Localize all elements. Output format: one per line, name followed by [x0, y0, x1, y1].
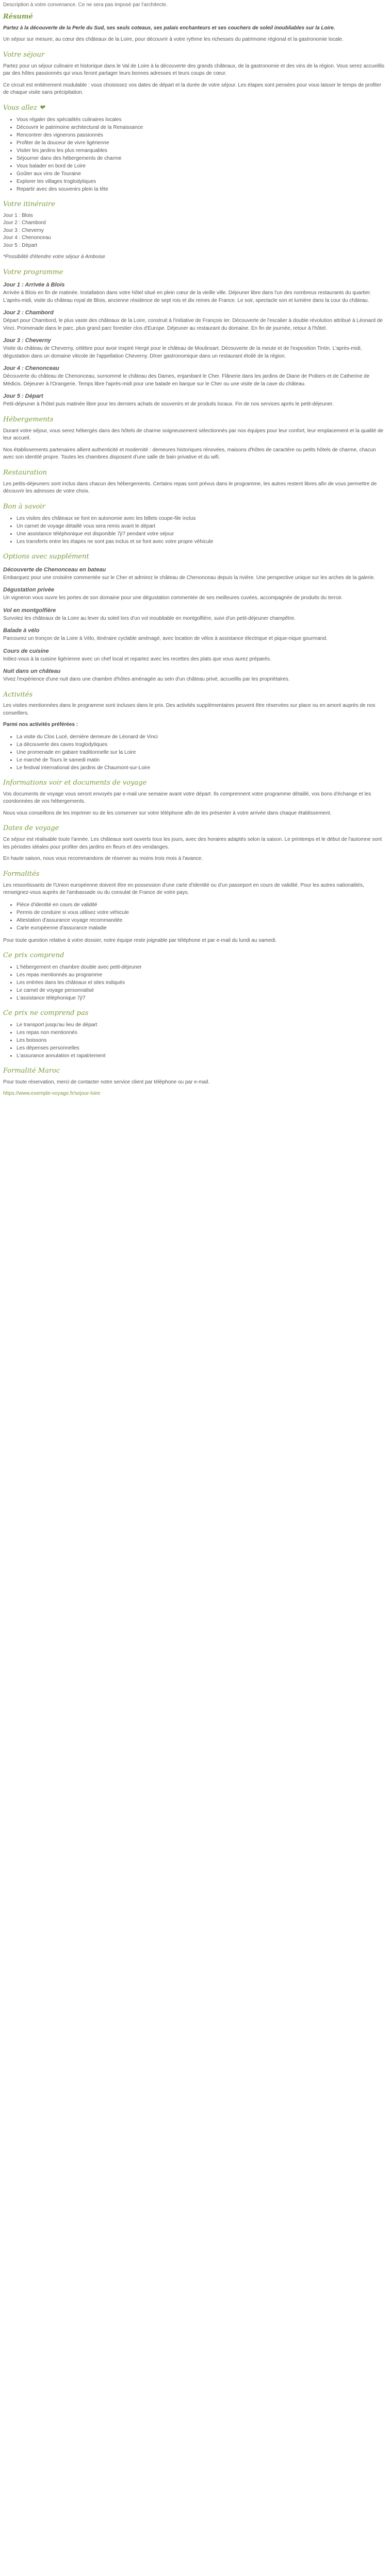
infos-p2: Nous vous conseillons de les imprimer ou de les conserver sur votre téléphone afin de les présenter à votre arrivée dans chaque établissement. — [3, 810, 332, 816]
infos-p1: Vos documents de voyage vous seront envoyés par e-mail une semaine avant votre départ. Ils comprennent votre programme détaillé, vos bons d'échange et les coordonnées de vos hébergements. — [3, 791, 371, 805]
votre-sejour-p2: Ce circuit est entièrement modulable : vous choisissez vos dates de départ et la durée de votre séjour. Les étapes sont pensées pour vous laisser le temps de profiter de chaque visite sans précipitation. — [3, 82, 382, 96]
votre-sejour-title: Votre séjour — [3, 50, 45, 59]
summary-text: Un séjour sur mesure, au cœur des châteaux de la Loire, pour découvrir à votre rythme les richesses du patrimoine régional et la gastronomie locale. — [3, 37, 344, 43]
list-item: • Carte européenne d'assurance maladie — [17, 924, 388, 932]
itineraire-day: Jour 5 : Départ — [3, 242, 38, 248]
list-item: • Séjourner dans des hébergements de charme — [17, 155, 388, 162]
bon-a-savoir-list — [3, 515, 388, 546]
option-heading: Découverte de Chenonceau en bateau — [3, 566, 106, 573]
vous-allez-list — [3, 116, 388, 193]
list-item: • Goûter aux vins de Touraine — [17, 170, 388, 178]
list-item: • Le marché de Tours le samedi matin — [17, 756, 388, 764]
list-item: • Rencontrer des vignerons passionnés — [17, 131, 388, 139]
activites-list-head: Parmi nos activités préférées : — [3, 722, 78, 728]
option-text: Embarquez pour une croisière commentée sur le Cher et admirez le château de Chenonceau depuis la rivière. Une perspective unique sur les arches de la galerie. — [3, 574, 375, 581]
hebergements-p2: Nos établissements partenaires allient authenticité et modernité : demeures historiques rénovées, maisons d'hôtes de caractère ou petits hôtels de charme, chacun avec son identité propre. Toutes les chambres disposent d'une salle de bain privative et du wifi. — [3, 447, 376, 461]
summary-title: Résumé — [3, 13, 33, 21]
list-item: • Le carnet de voyage personnalisé — [17, 987, 388, 994]
restauration-title: Restauration — [3, 468, 47, 477]
option-heading: Balade à vélo — [3, 628, 40, 634]
formalites-list — [3, 901, 388, 932]
list-item: • Pièce d'identité en cours de validité — [17, 901, 388, 909]
options-title: Options avec supplément — [3, 552, 89, 561]
programme-day-heading: Jour 2 : Chambord — [3, 310, 54, 316]
option-heading: Cours de cuisine — [3, 648, 49, 654]
programme-day-text: Petit-déjeuner à l'hôtel puis matinée libre pour les derniers achats de souvenirs et de produits locaux. Fin de nos services après le petit-déjeuner. — [3, 401, 334, 408]
formalites-p2: Pour toute question relative à votre dossier, notre équipe reste joignable par téléphone et par e-mail du lundi au samedi. — [3, 937, 277, 943]
prix-ne-comprend-title: Ce prix ne comprend pas — [3, 1009, 89, 1017]
list-item: • Le festival international des jardins de Chaumont-sur-Loire — [17, 764, 388, 772]
hebergements-p1: Durant votre séjour, vous serez hébergés dans des hôtels de charme soigneusement sélectionnés par nos équipes pour leur confort, leur emplacement et la qualité de leur accueil. — [3, 428, 384, 442]
option-heading: Nuit dans un château — [3, 668, 61, 675]
option-text: Initiez-vous à la cuisine ligérienne avec un chef local et repartez avec les recettes des plats que vous aurez préparés. — [3, 656, 271, 662]
programme-day-heading: Jour 1 : Arrivée à Blois — [3, 282, 65, 289]
list-item: • Explorer les villages troglodytiques — [17, 178, 388, 185]
option-text: Parcourez un tronçon de la Loire à Vélo, itinéraire cyclable aménagé, avec location de vélos à assistance électrique et pique-nique gourmand. — [3, 636, 328, 642]
activites-p1: Les visites mentionnées dans le programme sont incluses dans le prix. Des activités supplémentaires peuvent être réservées sur place ou en amont auprès de nos conseillers. — [3, 703, 376, 716]
list-item: • Les repas mentionnés au programme — [17, 971, 388, 979]
option-text: Survolez les châteaux de la Loire au lever du soleil lors d'un vol inoubliable en montgolfière, suivi d'un petit-déjeuner champêtre. — [3, 615, 296, 621]
itineraire-note: *Possibilité d'étendre votre séjour à Amboise — [3, 254, 105, 260]
list-item: • La visite du Clos Lucé, dernière demeure de Léonard de Vinci — [17, 733, 388, 741]
list-item: • Vous régaler des spécialités culinaires locales — [17, 116, 388, 124]
programme-day-heading: Jour 5 : Départ — [3, 393, 43, 400]
list-item: • Une promenade en gabare traditionnelle sur la Loire — [17, 749, 388, 756]
activites-list — [3, 733, 388, 772]
formalites-p1: Les ressortissants de l'Union européenne doivent être en possession d'une carte d'identité ou d'un passeport en cours de validité. Pour les autres nationalités, renseignez-vous auprès de l'ambassade ou du consulat de France de votre pays. — [3, 882, 364, 896]
programme-title: Votre programme — [3, 268, 63, 276]
prix-comprend-list — [3, 963, 388, 1002]
restauration-p1: Les petits-déjeuners sont inclus dans chacun des hébergements. Certains repas sont prévus dans le programme, les autres restent libres afin de vous permettre de découvrir les adresses de votre choix. — [3, 481, 377, 495]
formalites-title: Formalités — [3, 870, 40, 878]
list-item: • L'assistance téléphonique 7j/7 — [17, 994, 388, 1002]
option-heading: Dégustation privée — [3, 587, 55, 594]
footer-link[interactable]: https://www.exemple-voyage.fr/sejour-loire — [3, 1091, 101, 1097]
summary-lead: Partez à la découverte de la Perle du Sud, ses seuls coteaux, ses palais enchanteurs et ses couchers de soleil inoubliables sur la Loire. — [3, 25, 335, 31]
dates-title: Dates de voyage — [3, 824, 59, 833]
list-item: • Vous balader en bord de Loire — [17, 162, 388, 170]
itineraire-day: Jour 4 : Chenonceau — [3, 235, 51, 241]
list-item: • Visiter les jardins les plus remarquables — [17, 147, 388, 155]
list-item: • Un carnet de voyage détaillé vous sera remis avant le départ — [17, 522, 388, 530]
votre-sejour-p1: Partez pour un séjour culinaire et historique dans le Val de Loire à la découverte des grands châteaux, de la gastronomie et des vins de la région. Vous serez accueillis par des hôtes passionnés qui vous feront partager leurs bonnes adresses et leurs coups de cœur. — [3, 63, 385, 77]
list-item: • Les transferts entre les étapes ne sont pas inclus et se font avec votre propre véhicule — [17, 538, 388, 546]
bon-a-savoir-title: Bon à savoir — [3, 502, 45, 511]
programme-day-text: Arrivée à Blois en fin de matinée. Installation dans votre hôtel situé en plein cœur de la vieille ville. Déjeuner libre dans l'un des nombreux restaurants du quartier. L'après-midi, visite du château royal de Blois, ancienne résidence de sept rois et dix reines de France. Le soir, spectacle son et lumière dans la cour du château. — [3, 290, 371, 303]
dates-p1: Ce séjour est réalisable toute l'année. Les châteaux sont ouverts tous les jours, avec des horaires adaptés selon la saison. Le printemps et le début de l'automne sont les périodes idéales pour profiter des jardins en fleurs et des vendanges. — [3, 837, 382, 850]
programme-day-text: Départ pour Chambord, le plus vaste des châteaux de la Loire, construit à l'initiative de François Ier. Découverte de l'escalier à double révolution attribué à Léonard de Vinci. Promenade dans le parc, plus grand parc forestier clos d'Europe. Déjeuner au restaurant du domaine. En fin de journée, retour à l'hôtel. — [3, 318, 383, 331]
programme-day-text: Visite du château de Cheverny, célèbre pour avoir inspiré Hergé pour le château de Moulinsart. Découverte de la meute et de l'exposition Tintin. L'après-midi, dégustation dans un domaine viticole de l'appellation Cheverny. Dîner gastronomique dans un restaurant étoilé de la région. — [3, 346, 362, 359]
itineraire-day: Jour 1 : Blois — [3, 212, 33, 218]
list-item: • Repartir avec des souvenirs plein la tête — [17, 185, 388, 193]
list-item: • Les boissons — [17, 1037, 388, 1044]
itineraire-day: Jour 3 : Cheverny — [3, 227, 44, 233]
list-item: • L'assurance annulation et rapatriement — [17, 1052, 388, 1060]
list-item: • Les visites des châteaux se font en autonomie avec les billets coupe-file inclus — [17, 515, 388, 522]
programme-day-heading: Jour 3 : Cheverny — [3, 337, 51, 344]
itineraire-day: Jour 2 : Chambord — [3, 220, 46, 226]
option-text: Vivez l'expérience d'une nuit dans une chambre d'hôtes aménagée au sein d'un château privé, accueillis par les propriétaires. — [3, 676, 290, 683]
programme-day-heading: Jour 4 : Chenonceau — [3, 365, 59, 372]
list-item: • L'hébergement en chambre double avec petit-déjeuner — [17, 963, 388, 971]
infos-title: Informations voir et documents de voyage — [3, 778, 147, 787]
list-item: • Découvrir le patrimoine architectural de la Renaissance — [17, 124, 388, 131]
option-heading: Vol en montgolfière — [3, 607, 56, 614]
prix-ne-comprend-list — [3, 1021, 388, 1060]
list-item: • Les dépenses personnelles — [17, 1044, 388, 1052]
list-item: • Profiter de la douceur de vivre ligérienne — [17, 139, 388, 147]
top-note: Description à votre convenance. Ce ne sera pas imposé par l'architecte. — [3, 2, 168, 8]
hebergements-title: Hébergements — [3, 415, 54, 423]
programme-day-text: Découverte du château de Chenonceau, surnommé le château des Dames, enjambant le Cher. Flânerie dans les jardins de Diane de Poitiers et de Catherine de Médicis. Déjeuner à l'Orangerie. Temps libre l'après-midi pour une balade en barque sur le Cher ou une visite de la cave du château. — [3, 374, 370, 387]
activites-title: Activités — [3, 690, 33, 699]
list-item: • La découverte des caves troglodytiques — [17, 741, 388, 749]
itineraire-title: Votre itinéraire — [3, 200, 55, 208]
list-item: • Les repas non mentionnés — [17, 1029, 388, 1037]
list-item: • Les entrées dans les châteaux et sites indiqués — [17, 979, 388, 987]
list-item: • Permis de conduire si vous utilisez votre véhicule — [17, 909, 388, 917]
dates-p2: En haute saison, nous vous recommandons de réserver au moins trois mois à l'avance. — [3, 856, 203, 862]
vous-allez-title: Vous allez ❤ — [3, 104, 45, 112]
footer-title: Formalité Maroc — [3, 1066, 60, 1075]
list-item: • Le transport jusqu'au lieu de départ — [17, 1021, 388, 1029]
page — [0, 0, 391, 1098]
list-item: • Une assistance téléphonique est disponible 7j/7 pendant votre séjour — [17, 530, 388, 538]
prix-comprend-title: Ce prix comprend — [3, 952, 64, 960]
option-text: Un vigneron vous ouvre les portes de son domaine pour une dégustation commentée de ses meilleures cuvées, accompagnée de produits du terroir. — [3, 595, 343, 601]
list-item: • Attestation d'assurance voyage recommandée — [17, 917, 388, 924]
footer-text: Pour toute réservation, merci de contacter notre service client par téléphone ou par e-mail. — [3, 1079, 210, 1085]
